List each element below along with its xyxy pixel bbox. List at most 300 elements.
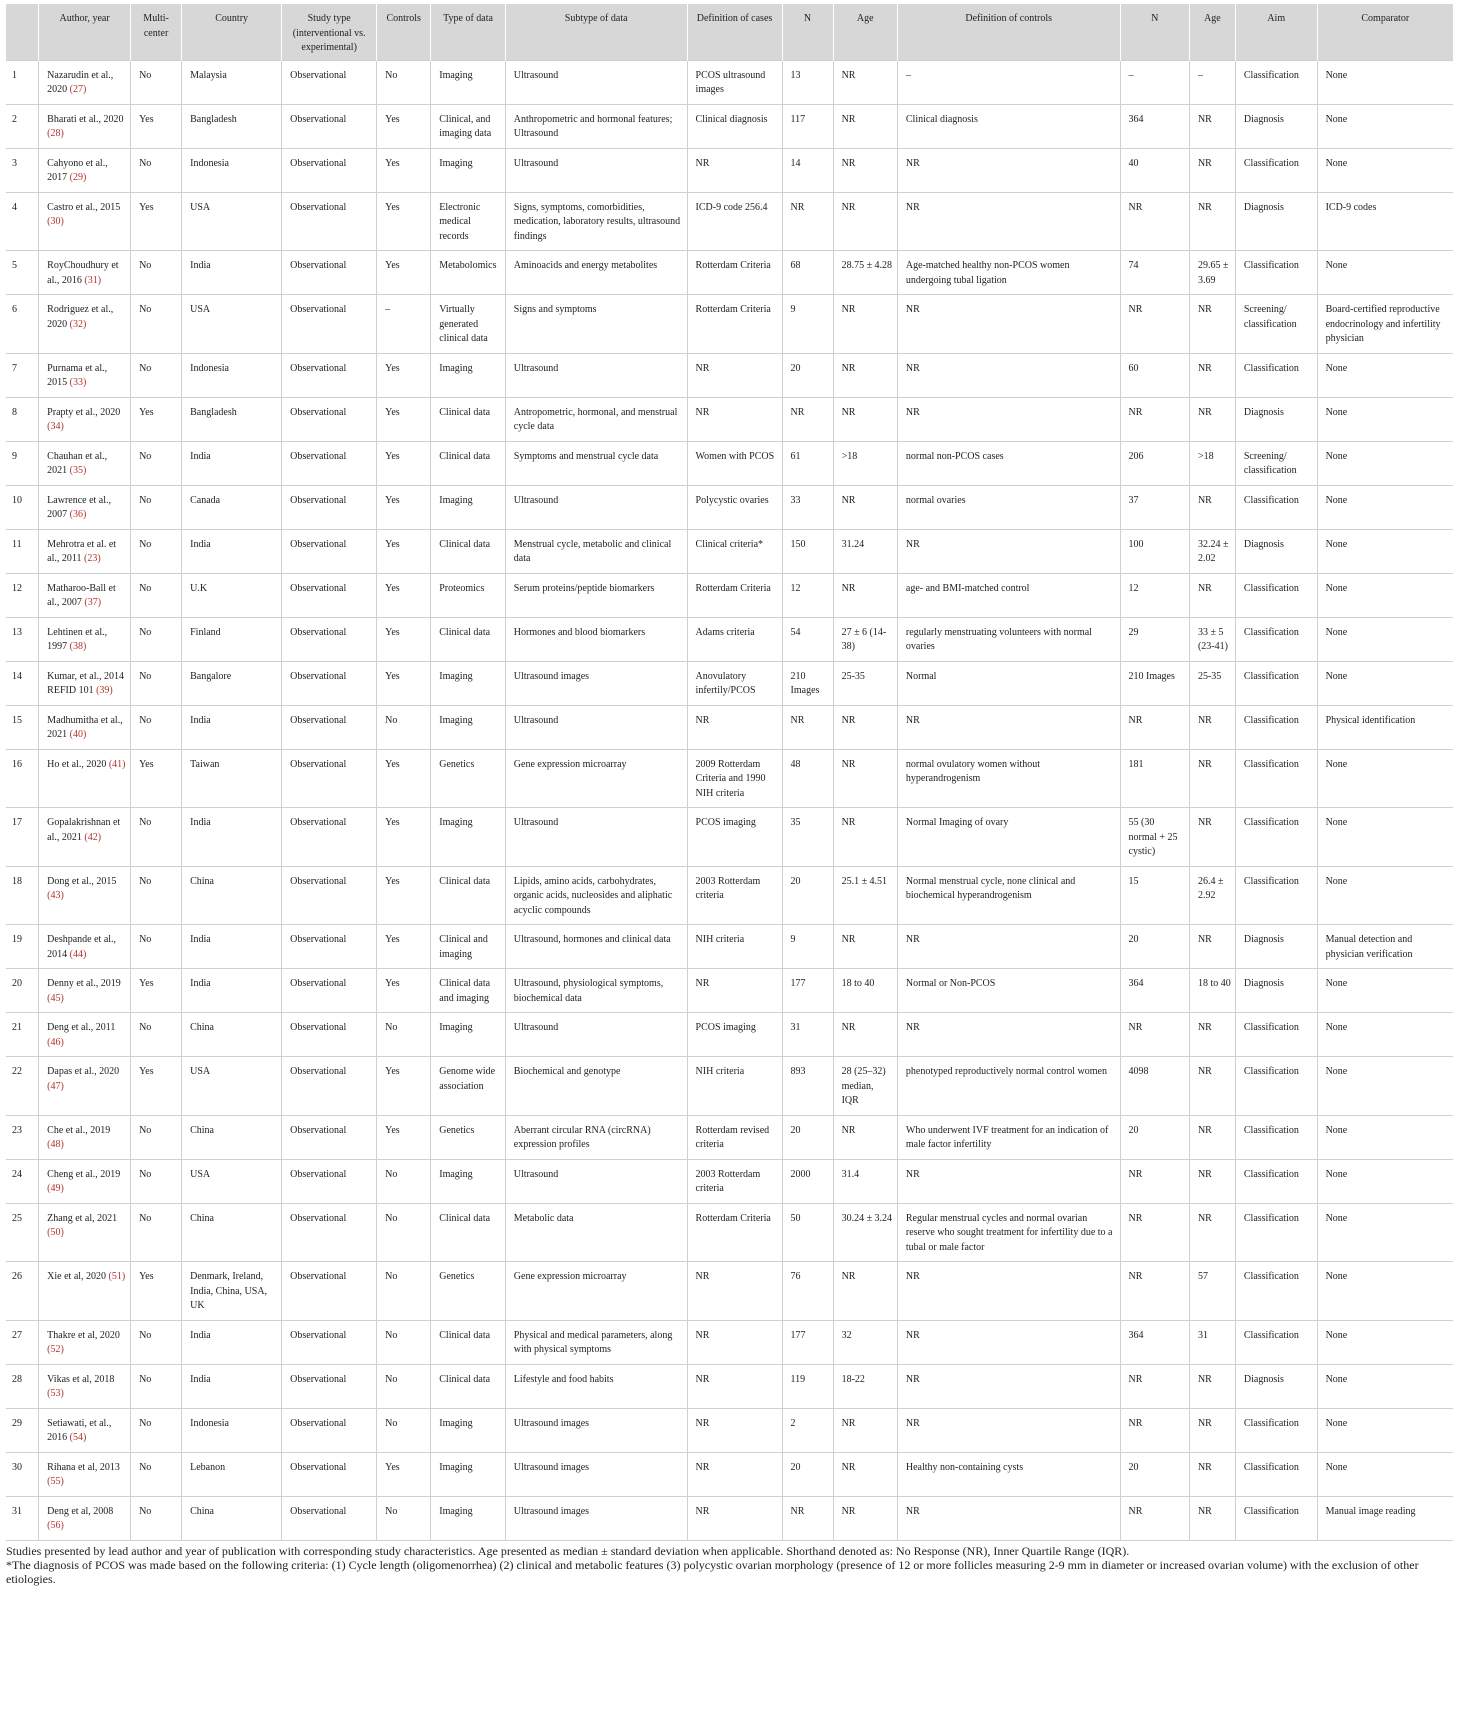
cell-subtype-of-data-text: Lipids, amino acids, carbohydrates, organic acids, nucleosides and aliphatic acyclic compounds [513,875,673,916]
cell-multi-center-text: No [139,1417,152,1429]
table-row [6,1115,1453,1159]
cell-definition-of-controls [897,573,1120,617]
cell-number-text: 7 [12,362,17,374]
cell-study-type-text: Observational [290,817,347,828]
cell-controls-age [1189,1452,1235,1496]
cell-definition-of-controls-text: normal ovaries [905,494,966,506]
cell-author-year [39,295,131,354]
cell-type-of-data-text: Clinical, and imaging data [439,113,492,139]
reference-link[interactable]: (37) [84,597,102,608]
cell-controls-n [1120,1364,1189,1408]
cell-definition-of-cases [687,60,782,104]
cell-controls-age [1189,485,1235,529]
reference-link[interactable]: (44) [69,948,87,960]
cell-country-text: India [190,934,211,945]
cell-controls-age [1189,1262,1235,1321]
reference-link[interactable]: (35) [69,465,87,476]
cell-cases-age [833,60,897,104]
cell-study-type [282,925,377,969]
cell-controls-text: Yes [385,494,400,506]
cell-study-type [282,749,377,808]
cell-aim-text: Classification [1243,1022,1299,1033]
reference-link[interactable]: (52) [47,1344,64,1355]
cell-multi-center [131,485,182,529]
cell-type-of-data-text: Clinical data [439,1373,491,1385]
cell-type-of-data-text: Imaging [439,362,473,374]
cell-author-year [39,1262,131,1321]
cell-number-text: 25 [12,1212,22,1224]
cell-subtype-of-data [505,1408,687,1452]
cell-country-text: U.K [190,582,208,594]
table-row [6,1203,1453,1262]
study-characteristics-table [6,4,1453,1541]
cell-cases-age-text: 25.1 ± 4.51 [841,875,888,887]
cell-controls [377,1364,431,1408]
cell-comparator-text: None [1325,875,1348,887]
cell-definition-of-cases [687,353,782,397]
cell-cases-age [833,1203,897,1262]
cell-comparator-text: None [1325,758,1348,770]
cell-subtype-of-data [505,529,687,573]
cell-number [6,60,39,104]
cell-number-text: 9 [12,450,17,462]
cell-type-of-data [431,866,506,925]
cell-controls-age-text: NR [1197,1066,1212,1077]
cell-comparator [1317,1452,1453,1496]
cell-controls-age [1189,1408,1235,1452]
cell-aim-text: Classification [1243,714,1299,726]
cell-cases-age-text: >18 [841,450,858,462]
cell-definition-of-controls-text: Regular menstrual cycles and normal ovarian reserve who sought treatment for infertility due to a tubal or male factor [905,1212,1113,1253]
cell-controls-text: No [385,1329,398,1341]
cell-controls-n-text: 20 [1128,1461,1139,1473]
table-row [6,1159,1453,1203]
reference-link[interactable]: (48) [47,1139,64,1150]
cell-study-type-text: Observational [290,758,347,770]
header-definition-of-cases: Definition of cases [687,4,782,60]
cell-multi-center-text: No [139,157,152,169]
reference-link[interactable]: (45) [47,992,64,1004]
reference-link[interactable]: (38) [69,641,87,652]
cell-country [182,1364,282,1408]
cell-cases-n [782,60,833,104]
reference-link[interactable]: (55) [47,1476,64,1487]
cell-study-type-text: Observational [290,362,347,374]
cell-number-text: 2 [12,113,17,125]
cell-definition-of-cases [687,1203,782,1262]
cell-controls-age [1189,969,1235,1013]
cell-cases-n-text: 20 [790,362,801,374]
cell-definition-of-controls [897,1013,1120,1057]
cell-definition-of-cases-text: NR [695,1505,710,1517]
cell-definition-of-controls-text: NR [905,1417,920,1429]
cell-controls [377,529,431,573]
cell-author-year-text: Deng et al., 2011 [47,1022,116,1033]
cell-cases-age [833,441,897,485]
cell-study-type-text: Observational [290,1168,347,1180]
cell-controls-n-text: NR [1128,304,1143,315]
cell-subtype-of-data-text: Ultrasound [513,157,559,169]
cell-multi-center-text: No [139,450,152,462]
header-aim: Aim [1235,4,1317,60]
cell-controls [377,1320,431,1364]
header-cases-age: Age [833,4,897,60]
cell-controls-n [1120,969,1189,1013]
cell-controls-age [1189,397,1235,441]
cell-definition-of-cases-text: NR [695,714,710,726]
cell-number-text: 8 [12,406,17,418]
cell-cases-n-text: 76 [790,1271,801,1282]
study-table-container [6,4,1453,1586]
reference-link[interactable]: (40) [69,729,87,740]
cell-definition-of-cases-text: NR [695,1373,710,1385]
cell-type-of-data-text: Imaging [439,1168,473,1180]
cell-cases-n-text: 13 [790,69,801,81]
cell-type-of-data [431,1452,506,1496]
cell-study-type-text: Observational [290,494,347,506]
cell-controls-text: Yes [385,157,400,169]
cell-cases-n [782,617,833,661]
table-row [6,295,1453,354]
cell-comparator [1317,353,1453,397]
cell-comparator-text: Board-certified reproductive endocrinology and infertility physician [1325,304,1441,344]
cell-comparator [1317,192,1453,251]
cell-type-of-data-text: Imaging [439,714,473,726]
reference-link[interactable]: (31) [84,274,102,286]
reference-link[interactable]: (56) [47,1520,64,1531]
cell-comparator-text: Manual detection and physician verification [1325,934,1413,960]
cell-definition-of-controls [897,353,1120,397]
cell-country [182,104,282,148]
cell-study-type [282,1159,377,1203]
cell-cases-age-text: NR [841,157,856,169]
cell-number-text: 21 [12,1022,22,1033]
cell-aim-text: Classification [1243,758,1299,770]
reference-link[interactable]: (27) [69,84,87,95]
cell-controls-text: Yes [385,626,400,638]
cell-controls-n [1120,104,1189,148]
cell-type-of-data-text: Imaging [439,1505,473,1517]
cell-type-of-data-text: Clinical data [439,450,491,462]
cell-definition-of-cases-text: NR [695,1271,710,1282]
cell-study-type [282,397,377,441]
cell-number [6,529,39,573]
cell-author-year [39,661,131,705]
cell-cases-age-text: NR [841,817,856,828]
cell-comparator-text: None [1325,582,1348,594]
cell-country [182,969,282,1013]
cell-controls [377,104,431,148]
cell-subtype-of-data [505,617,687,661]
cell-subtype-of-data [505,969,687,1013]
cell-subtype-of-data [505,192,687,251]
cell-definition-of-cases [687,192,782,251]
cell-comparator [1317,617,1453,661]
cell-cases-age [833,808,897,867]
cell-definition-of-controls-text: Age-matched healthy non-PCOS women undergoing tubal ligation [905,260,1070,286]
table-row [6,1364,1453,1408]
cell-cases-age [833,661,897,705]
cell-author-year-text: Dong et al., 2015 [47,875,117,887]
cell-cases-n [782,485,833,529]
cell-definition-of-cases [687,969,782,1013]
cell-study-type [282,1496,377,1540]
cell-definition-of-cases-text: NR [695,157,710,169]
cell-cases-n-text: 20 [790,1124,801,1136]
reference-link[interactable]: (46) [47,1036,64,1048]
cell-controls-n [1120,1057,1189,1116]
cell-country [182,1262,282,1321]
cell-author-year-text: Kumar, et al., 2014 REFID 101 [47,670,124,696]
cell-cases-age [833,1262,897,1321]
cell-cases-age [833,925,897,969]
cell-subtype-of-data-text: Ultrasound [513,714,559,726]
cell-subtype-of-data-text: Signs, symptoms, comorbidities, medication, laboratory results, ultrasound findings [513,201,681,242]
reference-link[interactable]: (34) [47,421,64,432]
cell-study-type [282,529,377,573]
cell-type-of-data [431,353,506,397]
cell-author-year [39,866,131,925]
cell-subtype-of-data [505,808,687,867]
cell-study-type [282,192,377,251]
cell-controls-n [1120,573,1189,617]
reference-link[interactable]: (43) [47,890,64,901]
cell-aim [1235,1013,1317,1057]
cell-study-type-text: Observational [290,450,347,462]
cell-author-year-text: Gopalakrishnan et al., 2021 [47,817,121,843]
cell-controls-age-text: 18 to 40 [1197,978,1231,989]
reference-link[interactable]: (36) [69,509,87,520]
cell-multi-center [131,148,182,192]
cell-country-text: USA [190,304,211,315]
cell-cases-n-text: 54 [790,626,801,638]
reference-link[interactable]: (23) [84,553,101,564]
cell-controls-age [1189,295,1235,354]
cell-cases-age [833,192,897,251]
cell-country [182,441,282,485]
cell-number [6,969,39,1013]
reference-link[interactable]: (33) [69,377,87,388]
cell-definition-of-controls-text: NR [905,304,920,315]
reference-link[interactable]: (28) [47,128,64,139]
cell-country-text: USA [190,1066,211,1077]
cell-controls-n-text: 20 [1128,1124,1139,1136]
reference-link[interactable]: (39) [96,685,113,696]
reference-link[interactable]: (29) [69,172,87,183]
cell-comparator-text: None [1325,494,1348,506]
footnote-abbreviations: Studies presented by lead author and year of publication with corresponding study characteristics. Age presented as median ± standard deviation when applicable. Shorthand denoted as: No Response (NR), Inner Quartile Range (IQR). [6,1543,1130,1558]
cell-controls-age [1189,529,1235,573]
cell-country-text: China [190,875,214,887]
cell-cases-age [833,1115,897,1159]
table-row [6,353,1453,397]
cell-definition-of-controls [897,1159,1120,1203]
reference-link[interactable]: (42) [84,831,102,843]
cell-multi-center [131,969,182,1013]
cell-cases-n-text: 12 [790,582,801,594]
cell-controls-n [1120,1115,1189,1159]
cell-number-text: 22 [12,1066,22,1077]
cell-definition-of-controls [897,749,1120,808]
cell-controls-text: Yes [385,875,400,887]
cell-controls-age [1189,1364,1235,1408]
cell-aim [1235,1262,1317,1321]
cell-author-year-text: Deng et al, 2008 [47,1505,114,1517]
reference-link[interactable]: (30) [47,216,64,227]
cell-definition-of-controls-text: NR [905,201,920,213]
cell-aim-text: Diagnosis [1243,201,1284,213]
cell-definition-of-controls-text: – [905,69,911,81]
cell-subtype-of-data [505,295,687,354]
cell-author-year-text: Purnama et al., 2015 [47,362,108,388]
cell-cases-n [782,1203,833,1262]
cell-controls-age-text: – [1197,69,1203,81]
cell-cases-n [782,1408,833,1452]
cell-subtype-of-data-text: Ultrasound [513,1168,559,1180]
cell-controls-age-text: NR [1197,1417,1212,1429]
cell-study-type-text: Observational [290,714,347,726]
cell-cases-n [782,295,833,354]
cell-study-type [282,617,377,661]
cell-subtype-of-data [505,397,687,441]
cell-number [6,925,39,969]
cell-cases-age-text: NR [841,1417,856,1429]
cell-cases-n [782,661,833,705]
cell-number-text: 26 [12,1271,22,1282]
cell-subtype-of-data [505,1057,687,1116]
cell-controls-text: Yes [385,538,400,550]
cell-definition-of-cases [687,1452,782,1496]
cell-definition-of-cases [687,295,782,354]
cell-controls-age-text: NR [1197,304,1212,315]
cell-number [6,1408,39,1452]
cell-number-text: 5 [12,260,17,271]
reference-link[interactable]: (32) [69,318,87,330]
cell-controls-n-text: NR [1128,1373,1143,1385]
cell-controls-n-text: 210 Images [1128,670,1175,682]
cell-controls-n-text: 12 [1128,582,1139,594]
cell-subtype-of-data [505,866,687,925]
reference-link[interactable]: (53) [47,1388,64,1399]
cell-comparator [1317,485,1453,529]
cell-study-type [282,1115,377,1159]
cell-number [6,1013,39,1057]
cell-type-of-data-text: Clinical data [439,1212,491,1224]
cell-controls-n-text: NR [1128,1168,1143,1180]
cell-study-type-text: Observational [290,1124,347,1136]
cell-multi-center [131,1013,182,1057]
reference-link[interactable]: (50) [47,1227,64,1238]
cell-author-year-text: Thakre et al, 2020 [47,1329,120,1341]
cell-author-year-text: Castro et al., 2015 [47,201,121,213]
cell-aim [1235,573,1317,617]
cell-country [182,1452,282,1496]
cell-controls [377,1203,431,1262]
cell-author-year-text: Deshpande et al., 2014 [47,934,117,960]
cell-definition-of-cases [687,441,782,485]
cell-controls-age [1189,705,1235,749]
cell-controls-age-text: >18 [1197,450,1214,462]
cell-number [6,573,39,617]
cell-controls-age [1189,353,1235,397]
cell-definition-of-controls-text: Normal menstrual cycle, none clinical and biochemical hyperandrogenism [905,875,1076,901]
cell-country-text: Malaysia [190,69,227,81]
cell-subtype-of-data-text: Aminoacids and energy metabolites [513,260,658,271]
cell-comparator-text: None [1325,978,1348,989]
cell-controls-n-text: 74 [1128,260,1139,271]
cell-country [182,60,282,104]
cell-type-of-data-text: Electronic medical records [439,201,481,242]
reference-link[interactable]: (41) [108,758,126,770]
cell-multi-center-text: No [139,362,152,374]
cell-comparator [1317,1364,1453,1408]
reference-link[interactable]: (54) [69,1432,87,1443]
cell-controls-text: Yes [385,201,400,213]
cell-controls [377,1057,431,1116]
header-author-year: Author, year [39,4,131,60]
cell-author-year-text: Cahyono et al., 2017 [47,157,108,183]
cell-multi-center-text: No [139,260,152,271]
cell-controls-n [1120,441,1189,485]
header-study-type: Study type (interventional vs. experimental) [282,4,377,60]
cell-cases-age-text: NR [841,113,856,125]
cell-controls-age-text: NR [1197,494,1212,506]
table-row [6,1452,1453,1496]
cell-comparator-text: None [1325,1212,1348,1224]
cell-comparator [1317,1115,1453,1159]
cell-aim [1235,353,1317,397]
cell-number [6,1203,39,1262]
cell-cases-age [833,617,897,661]
cell-subtype-of-data-text: Biochemical and genotype [513,1066,621,1077]
cell-multi-center [131,353,182,397]
cell-controls-age-text: NR [1197,817,1212,828]
cell-aim-text: Classification [1243,1329,1299,1341]
cell-comparator [1317,1496,1453,1540]
cell-aim [1235,808,1317,867]
cell-cases-n-text: 117 [790,113,806,125]
cell-country-text: India [190,817,211,828]
cell-type-of-data [431,1057,506,1116]
cell-cases-age [833,529,897,573]
reference-link[interactable]: (49) [47,1183,64,1194]
cell-subtype-of-data [505,60,687,104]
cell-definition-of-cases [687,1115,782,1159]
cell-multi-center-text: Yes [139,406,154,418]
cell-definition-of-cases-text: Polycystic ovaries [695,494,769,506]
cell-cases-n-text: 61 [790,450,801,462]
cell-type-of-data-text: Imaging [439,1461,473,1473]
cell-comparator-text: None [1325,1417,1348,1429]
cell-definition-of-controls-text: NR [905,934,920,945]
cell-type-of-data [431,1203,506,1262]
cell-cases-age [833,1496,897,1540]
cell-cases-n-text: 177 [790,978,806,989]
header-controls-n: N [1120,4,1189,60]
cell-multi-center [131,60,182,104]
cell-multi-center-text: No [139,817,152,828]
reference-link[interactable]: (51) [108,1271,126,1282]
cell-definition-of-controls [897,1320,1120,1364]
reference-link[interactable]: (47) [47,1080,64,1092]
cell-comparator-text: Physical identification [1325,714,1416,726]
cell-controls-text: No [385,1168,398,1180]
cell-country [182,617,282,661]
cell-multi-center [131,749,182,808]
cell-study-type [282,148,377,192]
cell-author-year-text: Che et al., 2019 [47,1124,111,1136]
cell-cases-age-text: NR [841,1022,856,1033]
